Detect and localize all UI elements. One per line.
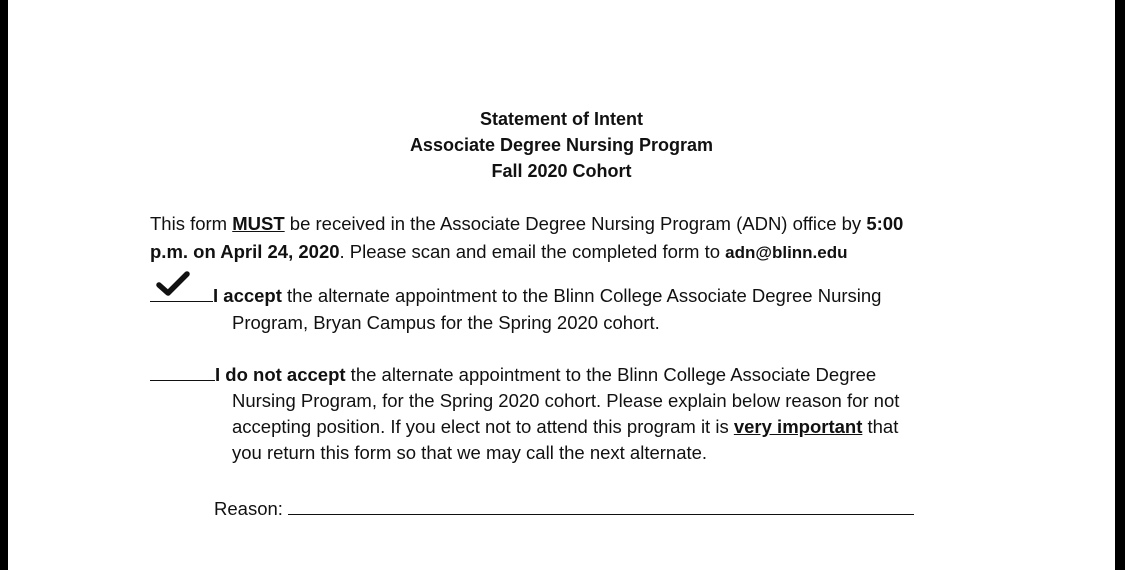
intro-line-1: This form MUST be received in the Associate Degree Nursing Program (ADN) office by 5:00 [150, 213, 904, 234]
accept-option-line-1: I accept the alternate appointment to the Blinn College Associate Degree Nursing [150, 285, 881, 307]
accept-option-line-2: Program, Bryan Campus for the Spring 2020 cohort. [232, 312, 660, 333]
very-important-emphasis: very important [733, 416, 863, 437]
decline-option-line-3: accepting position. If you elect not to attend this program it is very important that [232, 416, 899, 437]
form-title: Statement of Intent [479, 109, 643, 129]
accept-label: I accept [213, 285, 282, 306]
reason-row [214, 496, 914, 520]
must-emphasis: MUST [232, 213, 285, 234]
cohort-title: Fall 2020 Cohort [491, 161, 632, 181]
document-page [8, 0, 1115, 570]
decline-option-line-2: Nursing Program, for the Spring 2020 cohort. Please explain below reason for not [232, 390, 900, 411]
contact-email[interactable]: adn@blinn.edu [725, 243, 848, 262]
accept-checkbox-blank[interactable] [150, 301, 213, 302]
decline-option-line-4: you return this form so that we may call the next alternate. [232, 442, 708, 463]
decline-label: I do not accept [215, 364, 346, 385]
deadline-date: p.m. on April 24, 2020 [150, 241, 340, 262]
decline-checkbox-blank[interactable] [150, 380, 215, 381]
decline-option-line-1: I do not accept the alternate appointment to the Blinn College Associate Degree [150, 364, 876, 386]
program-title: Associate Degree Nursing Program [409, 135, 714, 155]
reason-label: Reason: [214, 498, 283, 519]
deadline-time: 5:00 [866, 213, 904, 234]
intro-line-2: p.m. on April 24, 2020. Please scan and email the completed form to adn@blinn.edu [150, 241, 848, 262]
reason-field[interactable] [288, 496, 914, 515]
